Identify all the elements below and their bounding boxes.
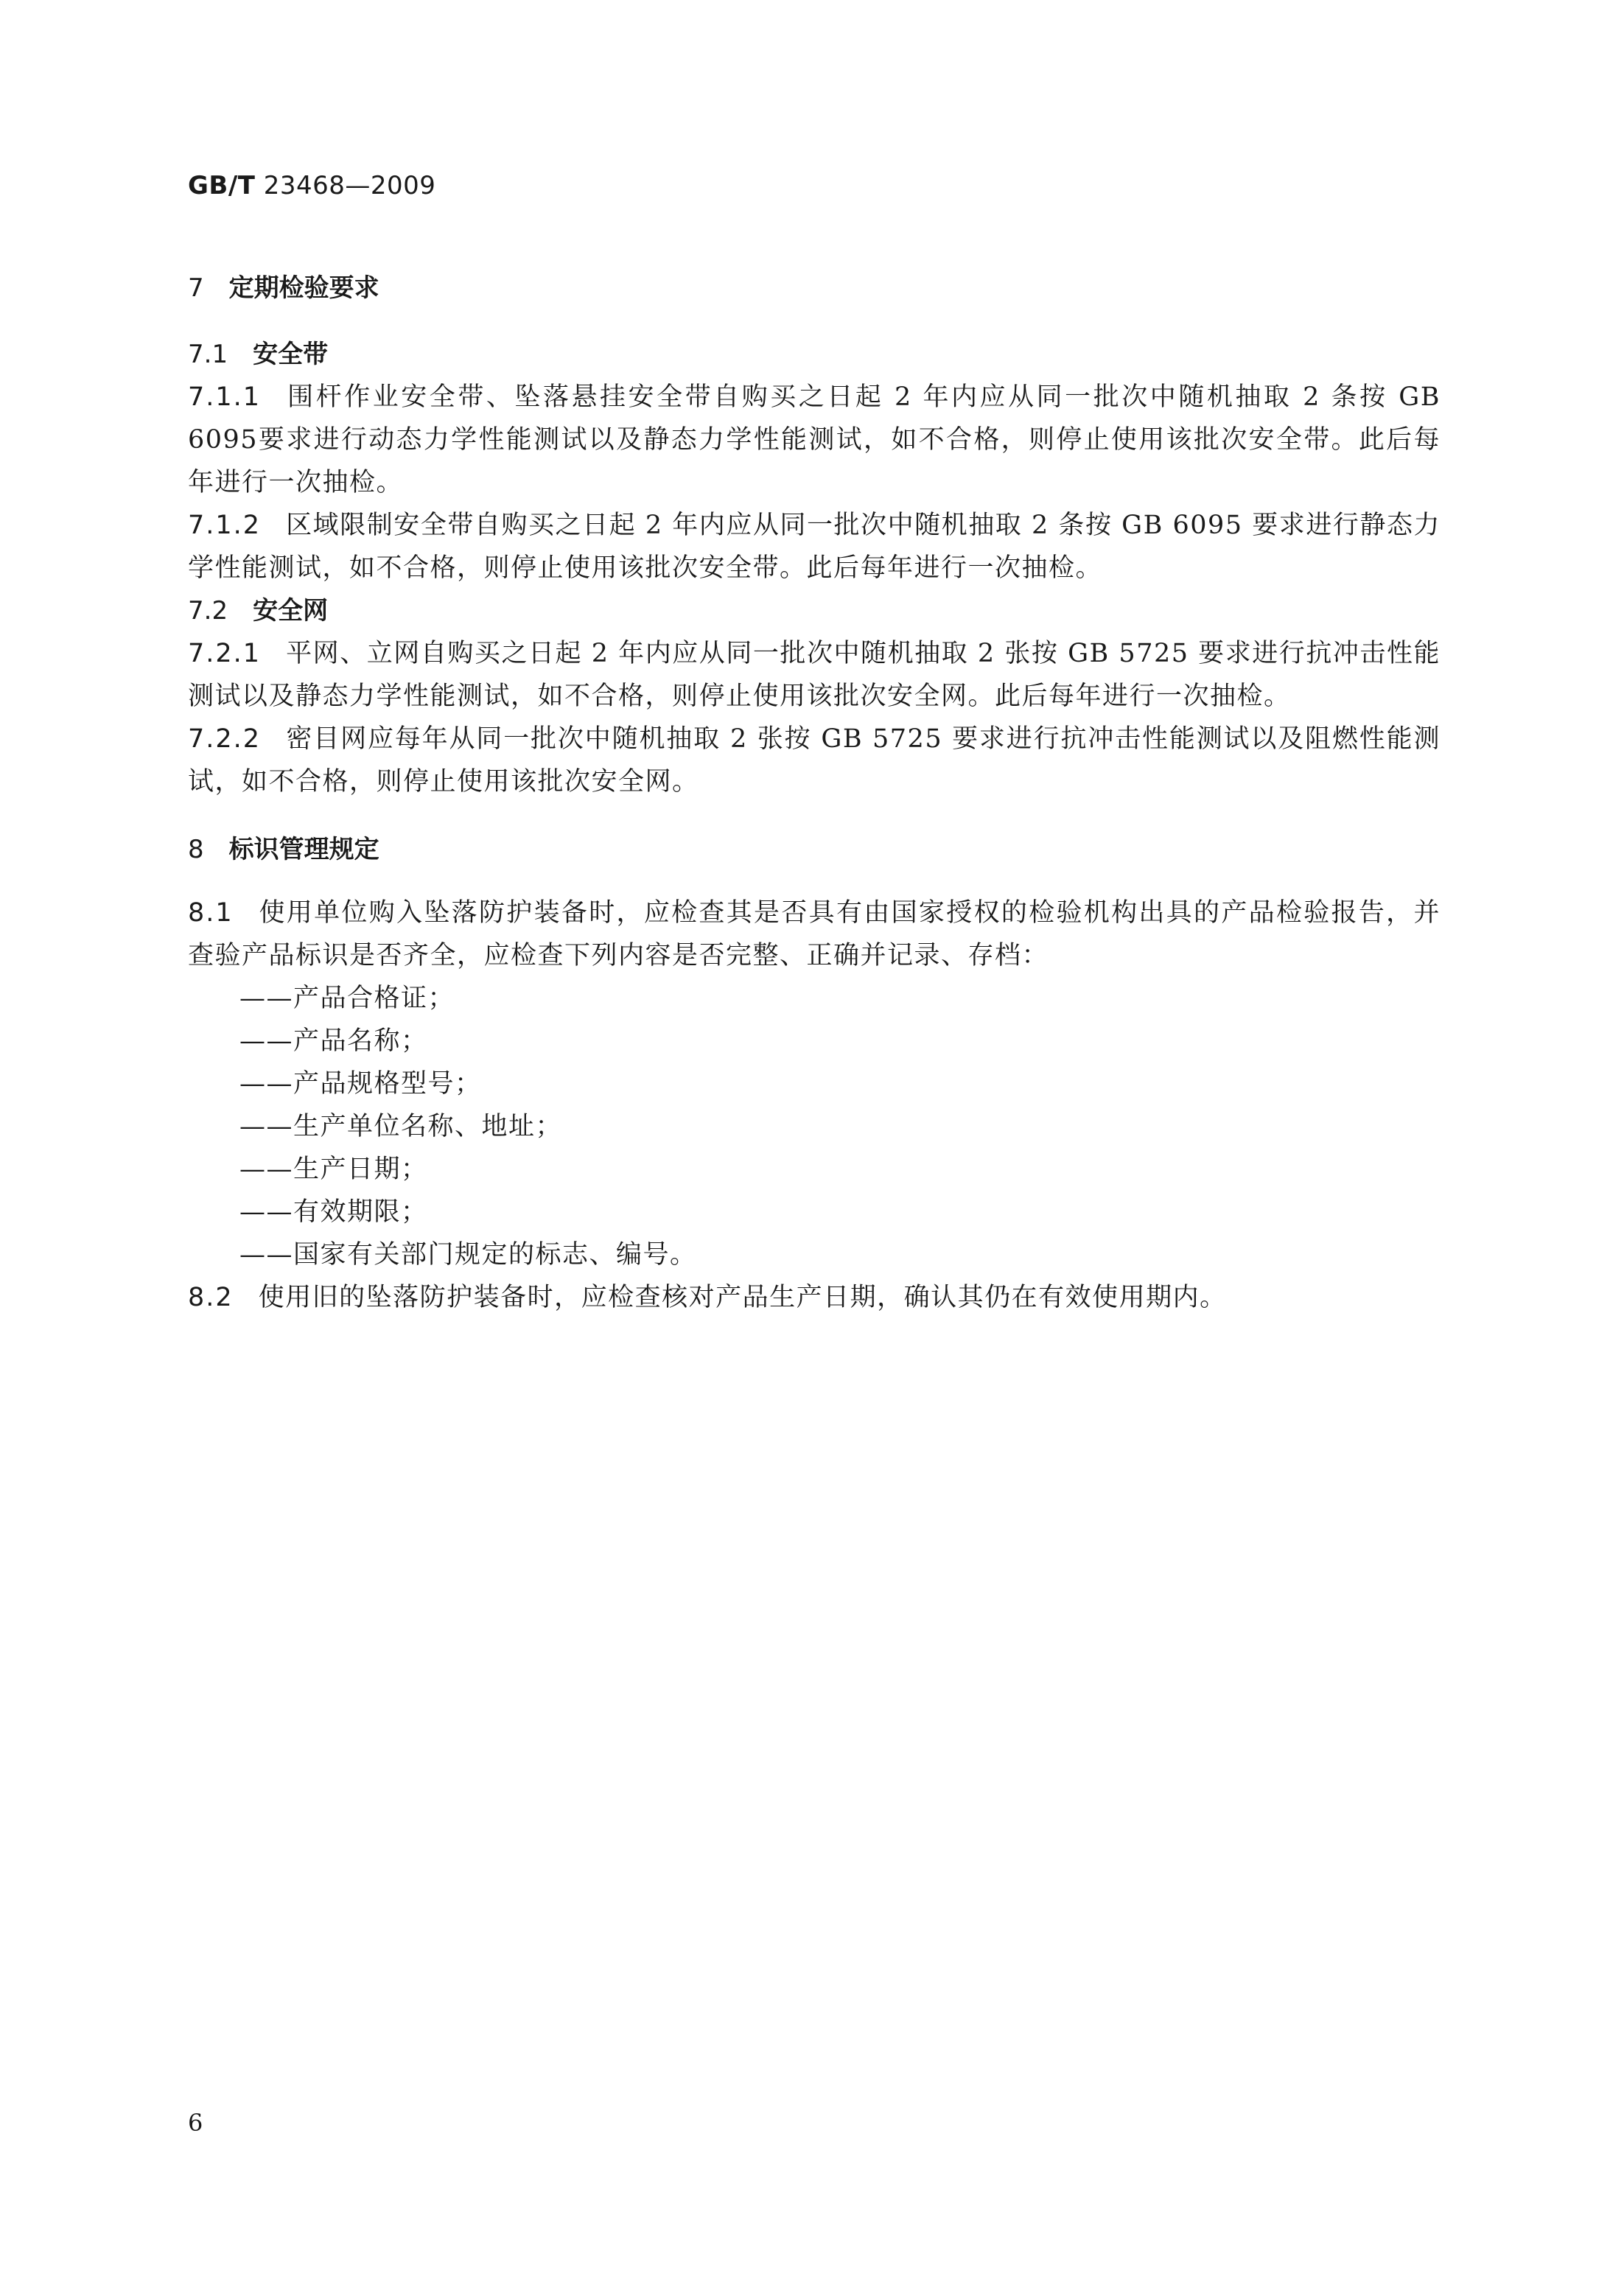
clause-number: 7.2.1 [188,639,262,668]
section-number: 8 [188,835,204,864]
clause-7-1-1 [188,376,1441,504]
section-title: 定期检验要求 [228,273,379,303]
clause-number: 8.2 [188,1283,234,1312]
section-title: 安全带 [253,340,329,369]
section-7-heading [188,267,1441,309]
clause-text: 围杆作业安全带、坠落悬挂安全带自购买之日起 2 年内应从同一批次中随机抽取 2 条按 GB 6095要求进行动态力学性能测试以及静态力学性能测试，如不合格，则停止使用该批次安全带。此后每年进行一次抽检。 [188,382,1441,497]
clause-7-1-2 [188,504,1441,589]
clause-number: 8.1 [188,898,234,928]
section-title: 安全网 [253,596,329,626]
clause-text: 平网、立网自购买之日起 2 年内应从同一批次中随机抽取 2 张按 GB 5725 要求进行抗冲击性能测试以及静态力学性能测试，如不合格，则停止使用该批次安全网。此后每年进行一次抽检。 [188,639,1441,711]
clause-number: 7.1.1 [188,382,262,412]
clause-8-1 [188,892,1441,977]
standard-header [188,171,435,200]
section-number: 7 [188,273,204,303]
required-items-list [188,977,1441,1276]
list-item: ——生产单位名称、地址； [239,1112,563,1141]
clause-text: 使用单位购入坠落防护装备时，应检查其是否具有由国家授权的检验机构出具的产品检验报告，并查验产品标识是否齐全，应检查下列内容是否完整、正确并记录、存档： [188,898,1441,970]
clause-number: 7.2.2 [188,724,262,754]
list-item: ——生产日期； [239,1155,428,1184]
section-number: 7.2 [188,596,228,626]
list-item: ——产品合格证； [239,984,455,1013]
clause-number: 7.1.2 [188,511,262,540]
clause-7-2-1 [188,632,1441,718]
list-item: ——有效期限； [239,1197,428,1227]
clause-text: 使用旧的坠落防护装备时，应检查核对产品生产日期，确认其仍在有效使用期内。 [258,1283,1227,1312]
list-item: ——产品规格型号； [239,1069,482,1099]
section-8-heading [188,828,1441,871]
clause-7-2-2 [188,718,1441,803]
standard-number: 23468—2009 [263,171,436,200]
page-number: 6 [188,2109,203,2137]
section-7-1-heading [188,333,1441,376]
section-7-2-heading [188,589,1441,632]
clause-text: 区域限制安全带自购买之日起 2 年内应从同一批次中随机抽取 2 条按 GB 6095 要求进行静态力学性能测试，如不合格，则停止使用该批次安全带。此后每年进行一次抽检。 [188,511,1441,583]
list-item: ——国家有关部门规定的标志、编号。 [239,1240,697,1270]
section-number: 7.1 [188,340,228,369]
clause-8-2 [188,1276,1441,1319]
section-title: 标识管理规定 [228,835,379,864]
standard-code: GB/T [188,171,256,200]
list-item: ——产品名称； [239,1026,428,1056]
clause-text: 密目网应每年从同一批次中随机抽取 2 张按 GB 5725 要求进行抗冲击性能测试以及阻燃性能测试，如不合格，则停止使用该批次安全网。 [188,724,1441,797]
